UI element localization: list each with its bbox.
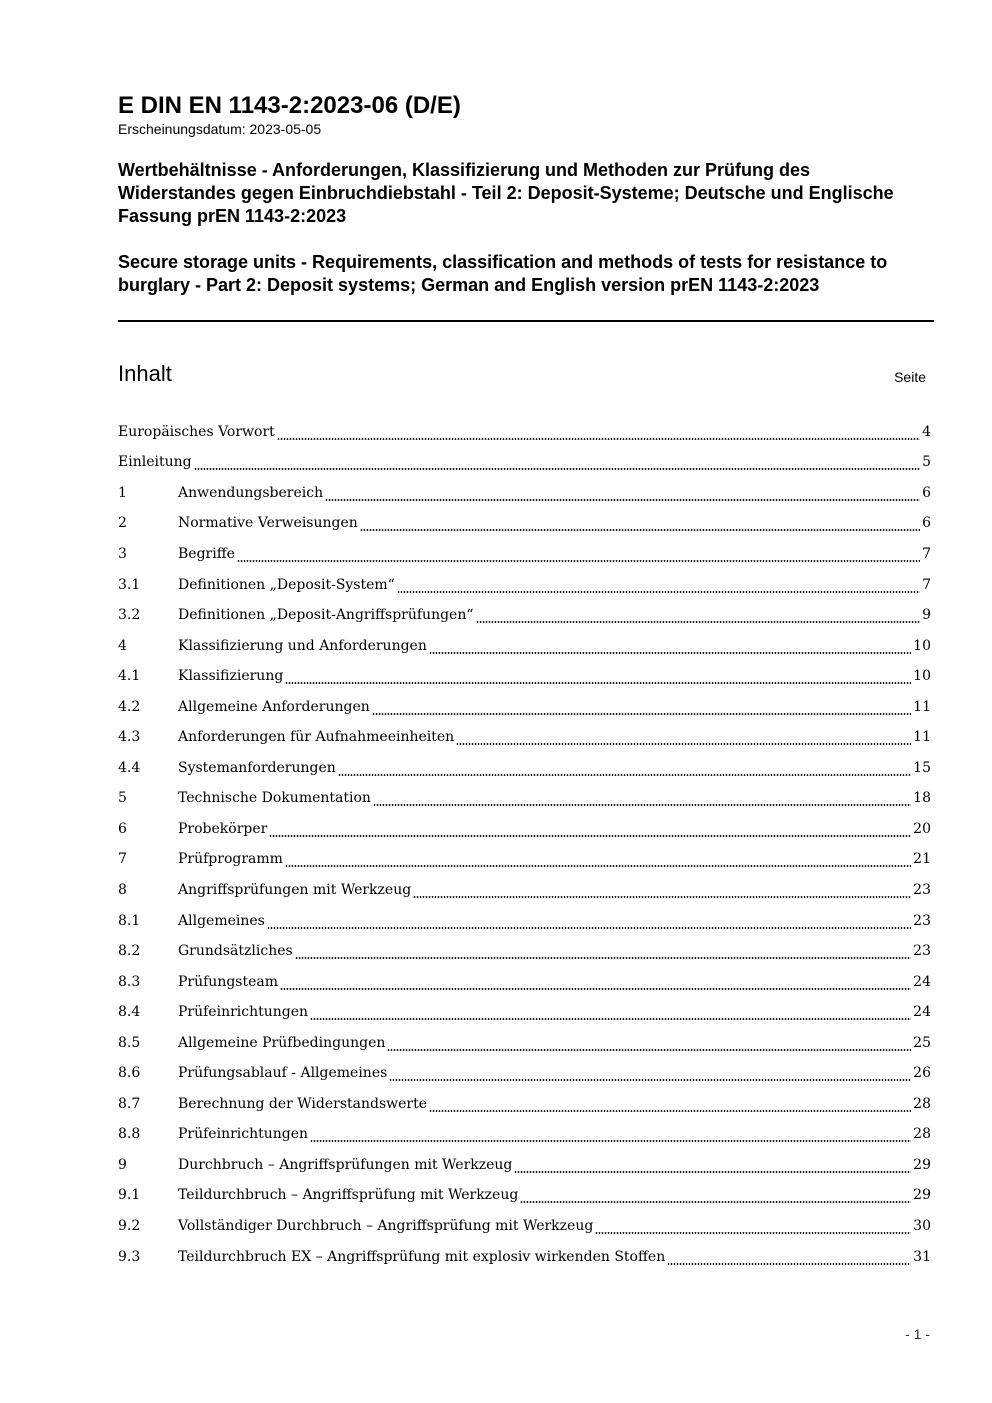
toc-entry-page: 24 [913, 973, 931, 990]
toc-entry-page: 11 [913, 698, 931, 715]
toc-entry[interactable] [118, 692, 931, 723]
toc-entry-number: 8.5 [118, 1034, 141, 1051]
toc-dot-leader [372, 698, 911, 717]
toc-entry-title: Prüfungsteam [178, 973, 279, 990]
toc-dot-leader [194, 453, 921, 472]
toc-entry-page: 28 [913, 1126, 931, 1143]
toc-entry-number: 9 [118, 1156, 127, 1173]
toc-entry[interactable] [118, 1028, 931, 1059]
toc-entry-number: 8 [118, 881, 127, 898]
toc-entry-number: 3.2 [118, 607, 141, 624]
toc-dot-leader [285, 667, 911, 686]
toc-entry-page: 9 [922, 607, 931, 624]
toc-entry-page: 10 [913, 668, 931, 685]
toc-entry-page: 24 [913, 1004, 931, 1021]
toc-entry-title: Prüfeinrichtungen [178, 1126, 309, 1143]
toc-entry-page: 28 [913, 1095, 931, 1112]
toc-entry[interactable] [118, 845, 931, 876]
toc-entry[interactable] [118, 661, 931, 692]
toc-entry[interactable] [118, 814, 931, 845]
toc-entry-page: 26 [913, 1065, 931, 1082]
toc-entry-page: 11 [913, 729, 931, 746]
toc-entry[interactable] [118, 875, 931, 906]
toc-entry-page: 25 [913, 1034, 931, 1051]
toc-entry-title: Prüfprogramm [178, 851, 283, 868]
toc-entry[interactable] [118, 600, 931, 631]
toc-entry-title: Teildurchbruch EX – Angriffsprüfung mit explosiv wirkenden Stoffen [178, 1248, 666, 1265]
toc-entry-page: 15 [913, 759, 931, 776]
toc-entry-number: 9.2 [118, 1217, 141, 1234]
toc-entry-title: Allgemeine Anforderungen [178, 698, 370, 715]
toc-entry-number: 9.3 [118, 1248, 141, 1265]
toc-page-column-label: Seite [894, 369, 926, 385]
toc-entry-title: Allgemeine Prüfbedingungen [178, 1034, 386, 1051]
toc-entry[interactable] [118, 722, 931, 753]
toc-dot-leader [360, 514, 920, 533]
toc-entry-title: Klassifizierung [178, 668, 284, 685]
toc-entry-title: Technische Dokumentation [178, 790, 371, 807]
toc-heading: Inhalt [118, 361, 172, 386]
toc-entry[interactable] [118, 1181, 931, 1212]
toc-entry-number: 4.4 [118, 759, 141, 776]
toc-entry[interactable] [118, 936, 931, 967]
toc-entry-title: Angriffsprüfungen mit Werkzeug [178, 881, 412, 898]
toc-entry-title: Grundsätzliches [178, 943, 293, 960]
toc-dot-leader [267, 912, 911, 931]
toc-entry[interactable] [118, 1150, 931, 1181]
toc-entry[interactable] [118, 906, 931, 937]
toc-entry[interactable] [118, 1089, 931, 1120]
toc-entry-title: Prüfeinrichtungen [178, 1004, 309, 1021]
toc-dot-leader [413, 881, 911, 900]
toc-entry-title: Normative Verweisungen [178, 515, 358, 532]
toc-entry-page: 7 [922, 545, 931, 562]
toc-dot-leader [310, 1003, 911, 1022]
toc-entry-number: 8.3 [118, 973, 141, 990]
toc-entry-title: Anforderungen für Aufnahmeeinheiten [178, 729, 455, 746]
toc-dot-leader [389, 1064, 911, 1083]
toc-entry-number: 4 [118, 637, 127, 654]
title-german: Wertbehältnisse - Anforderungen, Klassifizierung und Methoden zur Prüfung des Widerstandes gegen Einbruchdiebstahl - Teil 2: Deposit-Systeme; Deutsche und Englische Fassung prEN 1143-2:2023 [118, 160, 894, 226]
toc-dot-leader [476, 606, 921, 625]
toc-entry-number: 3.1 [118, 576, 141, 593]
toc-entry-title: Systemanforderungen [178, 759, 336, 776]
toc-entry-number: 4.2 [118, 698, 141, 715]
document-id: E DIN EN 1143-2:2023-06 (D/E) [118, 92, 461, 119]
toc-entry-title: Probekörper [178, 820, 268, 837]
toc-entry[interactable] [118, 753, 931, 784]
toc-entry-title: Definitionen „Deposit-System“ [178, 576, 395, 593]
toc-dot-leader [397, 576, 920, 595]
toc-entry-title: Berechnung der Widerstandswerte [178, 1095, 428, 1112]
toc-entry-title: Anwendungsbereich [178, 484, 324, 501]
toc-entry-page: 7 [922, 576, 931, 593]
toc-entry-title: Einleitung [118, 454, 192, 471]
toc-entry-page: 23 [913, 912, 931, 929]
toc-entry-number: 5 [118, 790, 127, 807]
toc-entry-number: 9.1 [118, 1187, 141, 1204]
toc-dot-leader [667, 1248, 911, 1267]
toc-entry[interactable] [118, 1242, 931, 1273]
toc-entry-number: 3 [118, 545, 127, 562]
toc-entry-page: 5 [922, 454, 931, 471]
toc-dot-leader [456, 728, 911, 747]
toc-entry[interactable] [118, 570, 931, 601]
toc-entry-page: 18 [913, 790, 931, 807]
toc-entry-page: 31 [913, 1248, 931, 1265]
toc-entry-title: Teildurchbruch – Angriffsprüfung mit Werkzeug [178, 1187, 519, 1204]
toc-dot-leader [595, 1217, 911, 1236]
toc-dot-leader [387, 1034, 911, 1053]
toc-entry[interactable] [118, 1120, 931, 1151]
toc-entry-title: Begriffe [178, 545, 235, 562]
toc-entry-page: 23 [913, 881, 931, 898]
toc-entry-page: 30 [913, 1217, 931, 1234]
toc-entry-title: Europäisches Vorwort [118, 423, 275, 440]
toc-entry-number: 1 [118, 484, 127, 501]
toc-dot-leader [429, 1095, 911, 1114]
toc-entry-number: 8.4 [118, 1004, 141, 1021]
table-of-contents [118, 417, 931, 1272]
toc-entry-title: Vollständiger Durchbruch – Angriffsprüfung mit Werkzeug [178, 1217, 594, 1234]
toc-entry-number: 8.2 [118, 943, 141, 960]
toc-entry[interactable] [118, 631, 931, 662]
toc-dot-leader [338, 759, 911, 778]
toc-dot-leader [295, 942, 911, 961]
toc-entry-number: 8.8 [118, 1126, 141, 1143]
toc-entry[interactable] [118, 509, 931, 540]
toc-entry-title: Allgemeines [178, 912, 265, 929]
toc-entry[interactable] [118, 967, 931, 998]
toc-dot-leader [280, 973, 911, 992]
toc-entry-page: 6 [922, 484, 931, 501]
toc-entry-number: 6 [118, 820, 127, 837]
toc-entry-title: Prüfungsablauf - Allgemeines [178, 1065, 388, 1082]
toc-entry[interactable] [118, 1211, 931, 1242]
toc-entry-title: Definitionen „Deposit-Angriffsprüfungen“ [178, 607, 474, 624]
toc-dot-leader [310, 1125, 911, 1144]
toc-entry[interactable] [118, 1058, 931, 1089]
header-divider [118, 320, 934, 322]
toc-dot-leader [277, 423, 920, 442]
toc-entry-page: 21 [913, 851, 931, 868]
toc-entry[interactable] [118, 478, 931, 509]
toc-entry[interactable] [118, 448, 931, 479]
toc-dot-leader [269, 820, 911, 839]
toc-entry[interactable] [118, 784, 931, 815]
toc-entry-page: 10 [913, 637, 931, 654]
toc-dot-leader [325, 484, 920, 503]
toc-entry[interactable] [118, 997, 931, 1028]
toc-entry-title: Durchbruch – Angriffsprüfungen mit Werkzeug [178, 1156, 513, 1173]
toc-dot-leader [373, 789, 911, 808]
toc-entry[interactable] [118, 417, 931, 448]
toc-entry-number: 8.6 [118, 1065, 141, 1082]
toc-entry-page: 29 [913, 1156, 931, 1173]
toc-entry-page: 6 [922, 515, 931, 532]
toc-entry-number: 4.1 [118, 668, 141, 685]
toc-entry-number: 2 [118, 515, 127, 532]
toc-entry-page: 23 [913, 943, 931, 960]
toc-entry-title: Klassifizierung und Anforderungen [178, 637, 427, 654]
toc-dot-leader [285, 850, 911, 869]
toc-entry-page: 4 [922, 423, 931, 440]
toc-dot-leader [514, 1156, 911, 1175]
toc-entry-number: 8.7 [118, 1095, 141, 1112]
publication-date: Erscheinungsdatum: 2023-05-05 [118, 121, 322, 137]
toc-entry-number: 4.3 [118, 729, 141, 746]
toc-entry-page: 20 [913, 820, 931, 837]
toc-dot-leader [520, 1186, 911, 1205]
toc-dot-leader [429, 637, 911, 656]
toc-entry-number: 7 [118, 851, 127, 868]
toc-entry[interactable] [118, 539, 931, 570]
toc-dot-leader [237, 545, 920, 564]
title-english: Secure storage units - Requirements, classification and methods of tests for resistance to burglary - Part 2: Deposit systems; German and English version prEN 1143-2:2023 [118, 252, 888, 295]
toc-entry-number: 8.1 [118, 912, 141, 929]
toc-entry-page: 29 [913, 1187, 931, 1204]
page-number: - 1 - [905, 1326, 930, 1342]
